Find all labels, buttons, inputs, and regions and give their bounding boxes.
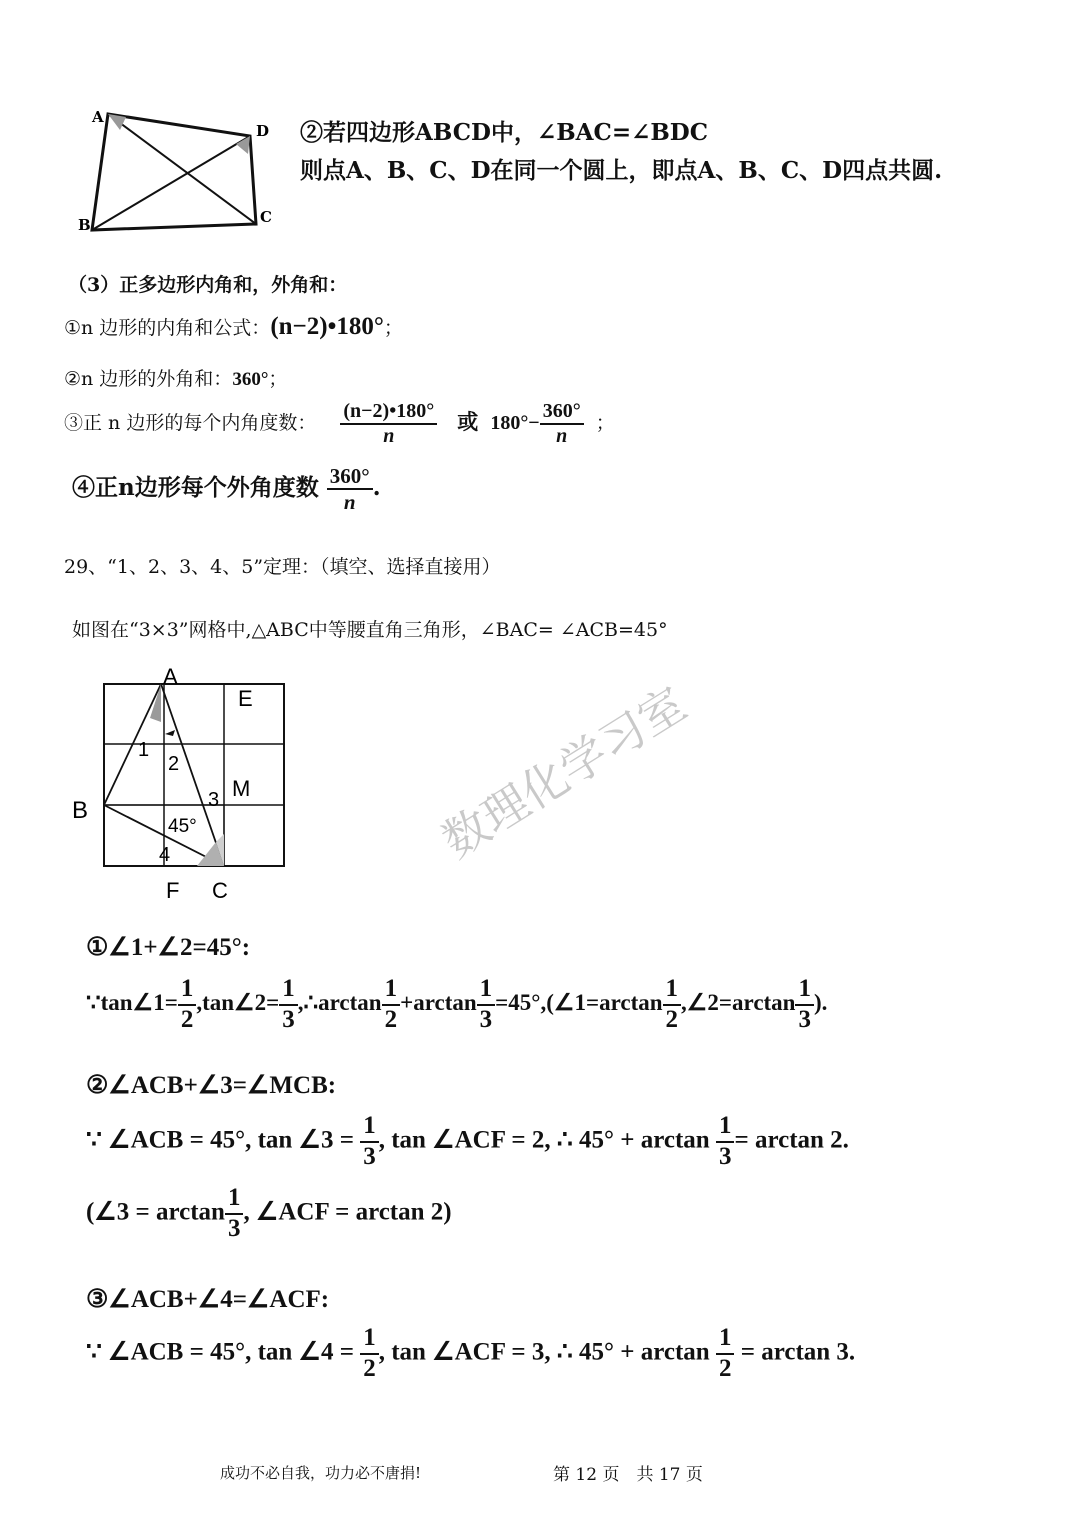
item3-or: 或: [457, 409, 479, 434]
grid-figure: [66, 664, 306, 908]
label-c: C: [212, 878, 228, 903]
p3-frac-b: $\frac{1}{2}$: [716, 1324, 735, 1384]
proof2-formula: [86, 1112, 849, 1172]
label-b: B: [72, 797, 89, 824]
theorem-intro: 如图在“3×3”网格中,△ABC中等腰直角三角形，∠BAC= ∠ACB=45°: [72, 619, 668, 641]
item4-num: 360°: [327, 464, 373, 490]
p1-because: ∵tan∠1=: [86, 990, 178, 1016]
item4-den: n: [343, 490, 356, 515]
item3-alt-num: 360°: [540, 400, 584, 425]
p1-frac-a: $\frac{1}{2}$: [178, 975, 197, 1035]
proof1-title: ①∠1+∠2=45°:: [86, 934, 251, 961]
item3-alt-fraction: [540, 400, 584, 448]
angle-3-label: 3: [208, 789, 220, 811]
label-b: B: [78, 216, 91, 234]
angle-1-label: 1: [138, 739, 150, 761]
label-a: A: [92, 108, 104, 126]
label-c: C: [260, 208, 272, 226]
p1-t4: +arctan: [400, 990, 477, 1016]
p1-frac-c: $\frac{1}{2}$: [382, 975, 401, 1035]
watermark: 数理化学习室: [432, 676, 696, 869]
item3-alt-lead: 180°−: [490, 412, 540, 434]
p1-t7: ).: [813, 990, 828, 1016]
item4-text: ④正n边形每个外角度数: [72, 474, 319, 502]
item3-end: ；: [595, 412, 615, 434]
p2-frac-a: $\frac{1}{3}$: [360, 1112, 379, 1172]
p1-t6: ,∠2=arctan: [681, 990, 796, 1016]
p3-frac-a: $\frac{1}{2}$: [360, 1324, 379, 1384]
p1-frac-d: $\frac{1}{3}$: [477, 975, 496, 1035]
item2-end: ；: [268, 368, 288, 390]
p1-frac-e: $\frac{1}{2}$: [663, 975, 682, 1035]
p3-t2: , tan ∠ACF = 3, ∴ 45° + arctan: [378, 1338, 716, 1366]
angle-4-label: 4: [159, 844, 171, 866]
p2-frac-b: $\frac{1}{3}$: [716, 1112, 735, 1172]
item1-end: ；: [383, 317, 403, 339]
polygon-item4: [72, 464, 381, 514]
p2-t3: = arctan 2.: [734, 1126, 849, 1154]
label-m: M: [232, 776, 251, 801]
item4-fraction: [327, 464, 373, 514]
p3-t3: = arctan 3.: [734, 1338, 856, 1366]
item1-formula: (n−2)•180°: [270, 313, 384, 340]
polygon-heading: （3）正多边形内角和，外角和：: [68, 274, 348, 296]
p2-l3-t2: , ∠ACF = arctan 2): [243, 1198, 452, 1226]
proof3-title: ③∠ACB+∠4=∠ACF:: [86, 1286, 330, 1313]
p2-t1: ∵ ∠ACB = 45°, tan ∠3 =: [86, 1126, 361, 1154]
item4-end: .: [372, 474, 381, 502]
p2-t2: , tan ∠ACF = 2, ∴ 45° + arctan: [378, 1126, 716, 1154]
item1-text: ①n 边形的内角和公式：: [64, 317, 271, 339]
footer-motto: 成功不必自我，功力必不唐捐!: [220, 1464, 422, 1482]
quad-line2: 则点A、B、C、D在同一个圆上，即点A、B、C、D四点共圆.: [300, 157, 943, 184]
p2-l3-t1: (∠3 = arctan: [86, 1198, 225, 1226]
angle-45-label: 45°: [168, 816, 197, 837]
label-a: A: [163, 664, 178, 689]
p3-t1: ∵ ∠ACB = 45°, tan ∠4 =: [86, 1338, 361, 1366]
item3-alt-den: n: [556, 425, 568, 447]
label-e: E: [238, 686, 253, 711]
p1-frac-b: $\frac{1}{3}$: [279, 975, 298, 1035]
angle-2-label: 2: [168, 753, 180, 775]
polygon-item3: [64, 400, 615, 448]
item3-text: ③正 n 边形的每个内角度数：: [64, 412, 317, 434]
proof2-title: ②∠ACB+∠3=∠MCB:: [86, 1072, 337, 1099]
p2-frac-c: $\frac{1}{3}$: [225, 1184, 244, 1244]
item2-text: ②n 边形的外角和：: [64, 368, 233, 390]
quadrilateral-figure: [70, 100, 280, 240]
label-d: D: [256, 122, 270, 140]
item3-den: n: [383, 425, 395, 447]
p1-t2: ,tan∠2=: [196, 990, 280, 1016]
item2-formula: 360°: [232, 369, 269, 390]
item3-fraction: [340, 400, 437, 448]
label-f: F: [166, 878, 180, 903]
polygon-item1: [64, 313, 403, 341]
p1-t5: =45°,(∠1=arctan: [495, 990, 663, 1016]
proof3-formula: [86, 1324, 855, 1384]
proof2-line3: [86, 1184, 452, 1244]
p1-frac-f: $\frac{1}{3}$: [795, 975, 814, 1035]
polygon-item2: [64, 364, 287, 391]
theorem-heading: 29、“1、2、3、4、5”定理：（填空、选择直接用）: [64, 556, 501, 578]
item3-num: (n−2)•180°: [340, 400, 437, 425]
p1-t3: ,∴arctan: [297, 990, 382, 1016]
proof1-formula: [86, 975, 827, 1035]
footer-page: 第 12 页 共 17 页: [553, 1465, 703, 1485]
quad-line1: ②若四边形ABCD中，∠BAC=∠BDC: [300, 119, 709, 146]
